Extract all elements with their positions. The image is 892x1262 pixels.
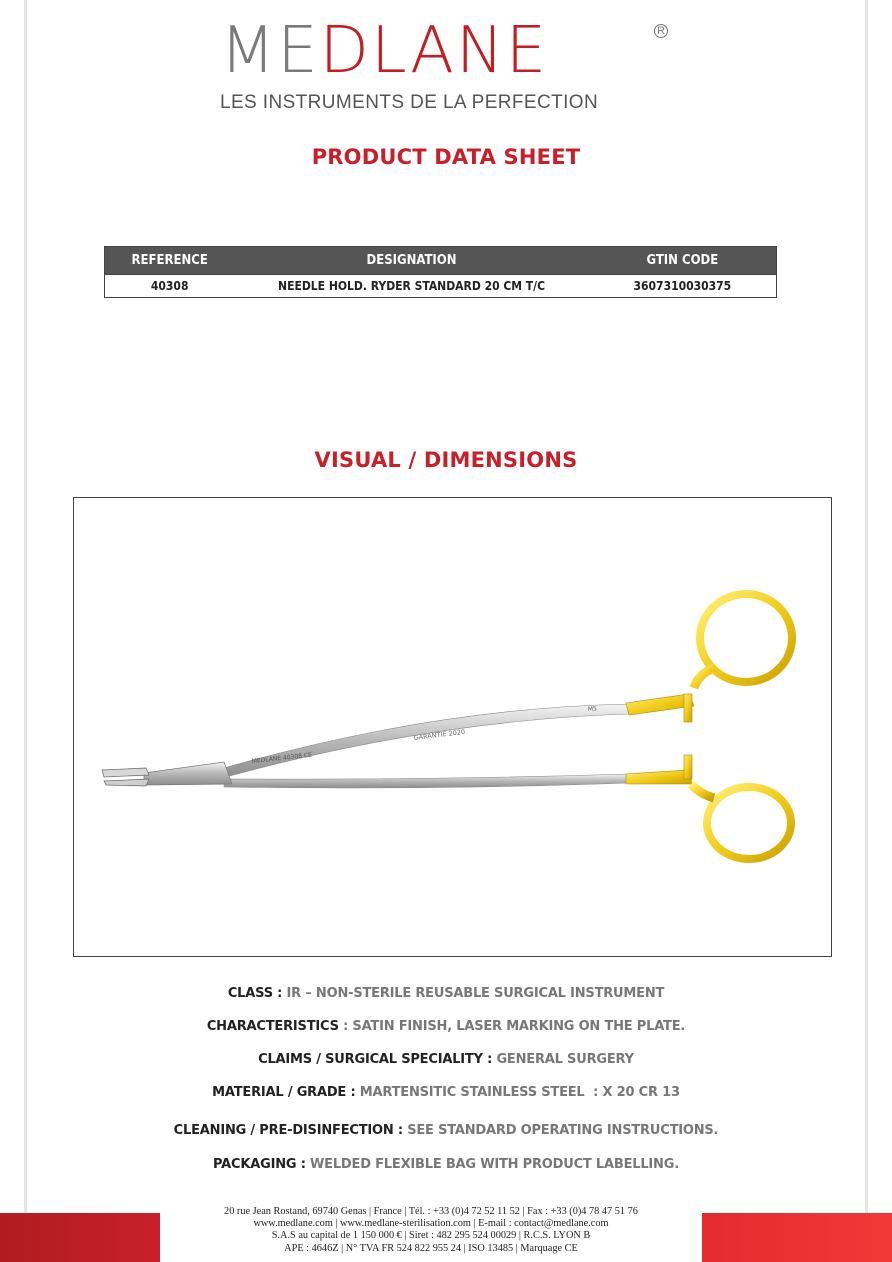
spec-label: MATERIAL / GRADE :: [212, 1085, 356, 1100]
table-header-row: [105, 247, 777, 275]
upper-ratchet: [684, 694, 692, 722]
lower-finger-ring: [707, 787, 791, 859]
footer-registration: S.A.S au capital de 1 150 000 € | Siret : 482 295 524 00029 | R.C.S. LYON B: [271, 1230, 591, 1242]
spec-claims: [0, 1052, 892, 1067]
visual-dimensions-title: VISUAL / DIMENSIONS: [314, 448, 578, 472]
spec-value: : SATIN FINISH, LASER MARKING ON THE PLATE.: [338, 1019, 686, 1034]
logo-suffix: DLANE: [319, 14, 549, 88]
spec-value: MARTENSITIC STAINLESS STEEL : X 20 CR 13: [355, 1085, 680, 1100]
lower-jaw: [104, 779, 149, 786]
spec-value: SEE STANDARD OPERATING INSTRUCTIONS.: [402, 1123, 719, 1138]
registered-mark: R: [654, 24, 668, 38]
spec-label: PACKAGING :: [213, 1157, 306, 1172]
plate-marking: MEDLANE 40308 CE: [251, 751, 313, 765]
footer-red-bar-left: [0, 1213, 160, 1262]
spec-label: CHARACTERISTICS: [206, 1019, 339, 1034]
product-visual-frame: [73, 497, 832, 957]
upper-shank: [224, 704, 629, 777]
spec-value: IR – NON-STERILE REUSABLE SURGICAL INSTRUMENT: [282, 986, 665, 1001]
column-header-gtin: GTIN CODE: [589, 247, 777, 275]
spec-label: CLAIMS / SURGICAL SPECIALITY :: [258, 1052, 493, 1067]
column-header-reference: REFERENCE: [105, 247, 235, 275]
shank-marking: GARANTIE 2020: [413, 727, 466, 742]
footer-web: www.medlane.com | www.medlane-sterilisation.com | E-mail : contact@medlane.com: [253, 1218, 609, 1230]
spec-characteristics: [0, 1019, 892, 1034]
logo-prefix: ME: [220, 14, 320, 88]
spec-material: [0, 1085, 892, 1100]
product-reference-table: [104, 246, 777, 298]
footer-address: 20 rue Jean Rostand, 69740 Genas | France | Tél. : +33 (0)4 72 52 11 52 | Fax : +33 (0)4 78 47 51 76: [224, 1206, 638, 1217]
logo-wordmark: [220, 16, 548, 86]
spec-label: CLASS :: [227, 986, 283, 1001]
brand-tagline: LES INSTRUMENTS DE LA PERFECTION: [220, 92, 599, 113]
spec-class: [0, 986, 892, 1001]
cell-designation: NEEDLE HOLD. RYDER STANDARD 20 CM T/C: [234, 275, 588, 298]
cell-reference: 40308: [105, 275, 235, 298]
spec-label: CLEANING / PRE-DISINFECTION :: [173, 1123, 403, 1138]
needle-holder-image: [74, 498, 831, 956]
footer-red-bar-right: [702, 1213, 892, 1262]
company-footer: [160, 1206, 702, 1255]
table-row: [105, 275, 777, 298]
spec-value: WELDED FLEXIBLE BAG WITH PRODUCT LABELLING.: [305, 1157, 679, 1172]
spec-value: GENERAL SURGERY: [492, 1052, 634, 1067]
upper-jaw: [102, 768, 149, 777]
footer-certification: APE : 4646Z | N° TVA FR 524 822 955 24 | ISO 13485 | Marquage CE: [284, 1242, 578, 1254]
cell-gtin: 3607310030375: [589, 275, 777, 298]
lower-shank: [224, 774, 629, 788]
lower-ratchet: [684, 755, 692, 779]
tip-marking: M5: [587, 705, 598, 713]
column-header-designation: DESIGNATION: [234, 247, 588, 275]
spec-packaging: [0, 1157, 892, 1172]
product-data-sheet-title: PRODUCT DATA SHEET: [311, 145, 581, 169]
joint-plate: [144, 762, 232, 785]
lower-gold-collar: [626, 770, 692, 784]
spec-cleaning: [0, 1123, 892, 1138]
